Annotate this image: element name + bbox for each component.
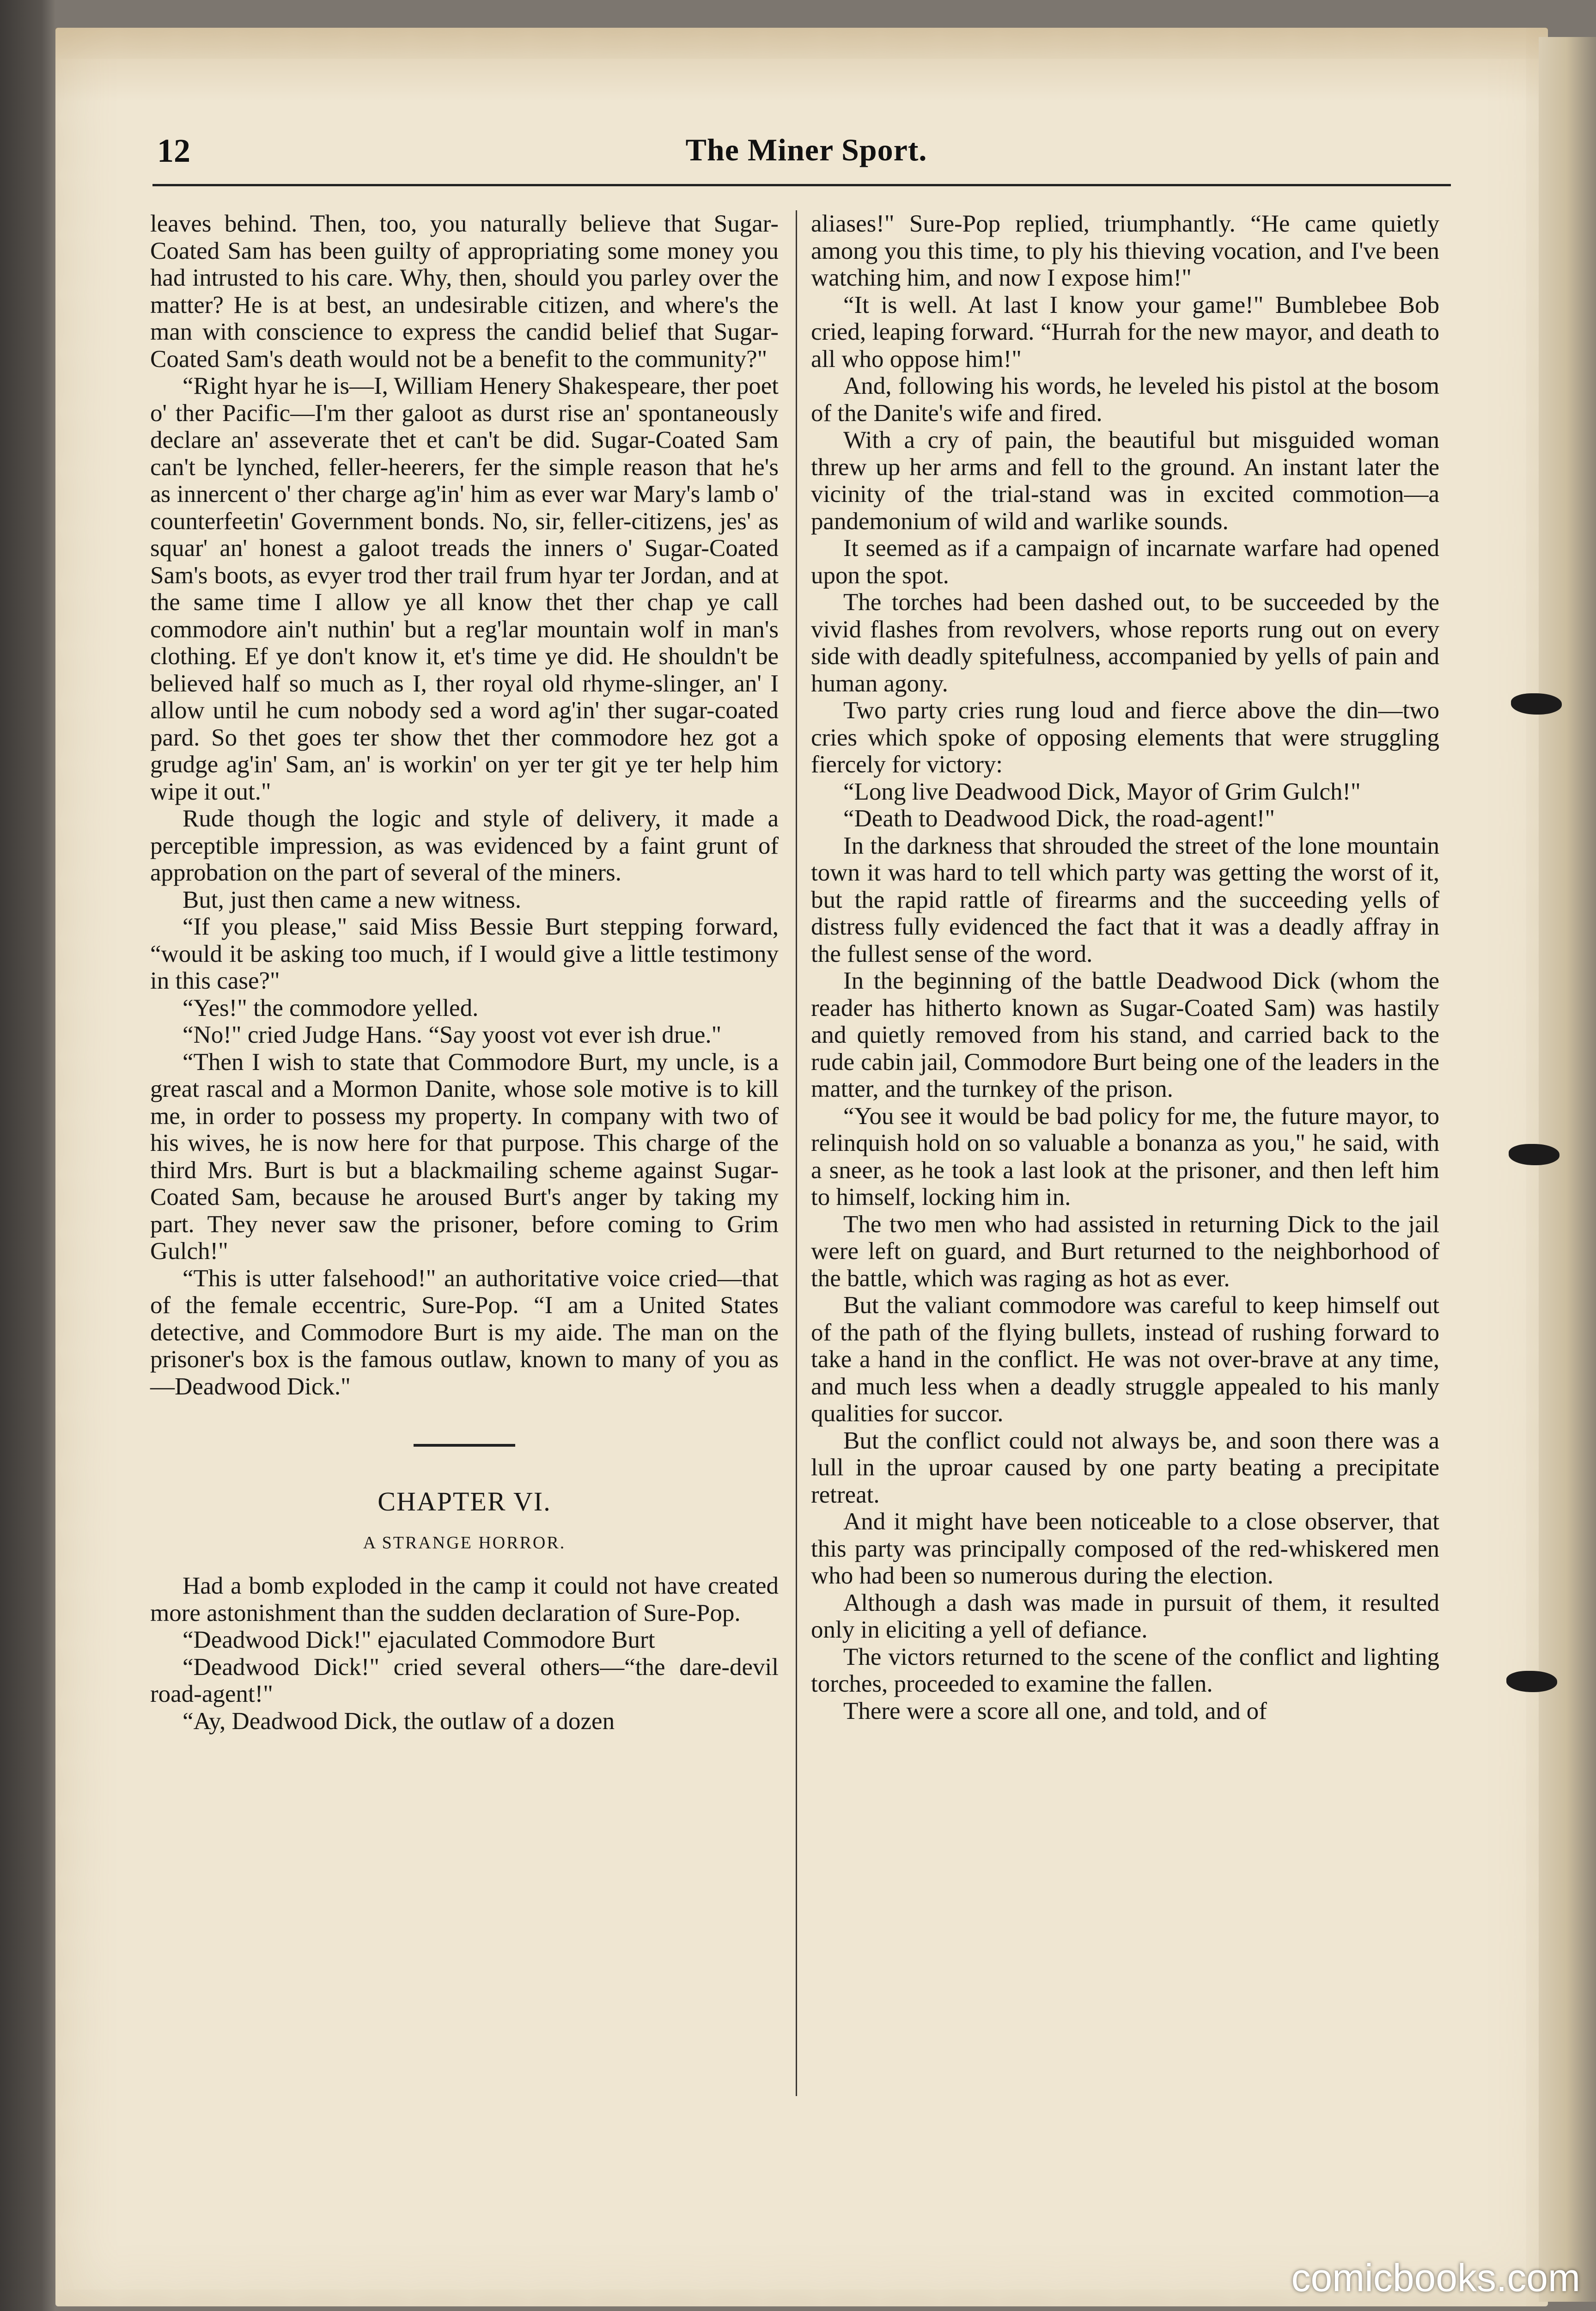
paper-stain [55,28,1548,102]
paragraph: Two party cries rung loud and fierce above the din—two cries which spoke of opposing elements that were struggling fiercely for victory: [811,697,1439,778]
paragraph: “If you please," said Miss Bessie Burt stepping forward, “would it be asking too much, if I would give a little testimony in this case?" [150,913,779,994]
paragraph: But the conflict could not always be, and soon there was a lull in the uproar caused by one party beating a precipitate retreat. [811,1427,1439,1508]
paragraph: The two men who had assisted in returning Dick to the jail were left on guard, and Burt returned to the neighborhood of the battle, which was raging as hot as ever. [811,1211,1439,1292]
paragraph: “Long live Deadwood Dick, Mayor of Grim Gulch!" [843,778,1361,805]
chapter-rule [414,1444,515,1447]
paragraph: “Deadwood Dick!" ejaculated Commodore Burt [183,1626,655,1653]
paragraph: It seemed as if a campaign of incarnate warfare had opened upon the spot. [811,535,1439,589]
paragraph: “Death to Deadwood Dick, the road-agent!" [843,805,1275,832]
binding-hole [1506,1671,1557,1692]
paragraph: “This is utter falsehood!" an authoritative voice cried—that of the female eccentric, Sure-Pop. “I am a United States detective, and Commodore Burt is my aide. The man on the prisoner's box is the famous outlaw, known to many of you as—Deadwood Dick." [150,1265,779,1400]
running-title: The Miner Sport. [685,132,927,167]
paragraph: “Right hyar he is—I, William Henery Shakespeare, ther poet o' ther Pacific—I'm ther galoot as durst rise an' spontaneously declare an' asseverate thet et can't be did. Sugar-Coated Sam can't be lynched, feller-heerers, fer the simple reason that he's as innercent o' ther charge ag'in' him as ever war Mary's lamb o' counterfeetin' Government bonds. No, sir, feller-citizens, jes' as squar' an' honest a galoot treads the inners o' Sugar-Coated Sam's boots, as evyer trod ther trail frum hyar ter Jordan, and at the same time I allow ye all know thet ther chap ye call commodore ain't nuthin' but a reg'lar mountain wolf in man's clothing. Ef ye don't know it, et's time ye did. He shouldn't be believed half so much as I, ther royal old rhyme-slinger, an' I allow until he cum nobody sed a word ag'in' ther sugar-coated pard. So thet goes ter show thet ther commodore hez got a grudge ag'in' Sam, an' is workin' on yer ter git ye ter help him wipe it out." [150,373,779,805]
binding-edge [1539,37,1596,2302]
chapter-subtitle: A STRANGE HORROR. [363,1533,566,1553]
paragraph: aliases!" Sure-Pop replied, triumphantly. “He came quietly among you this time, to ply his thieving vocation, and I've been watching him, and now I expose him!" [811,210,1439,291]
paragraph: But, just then came a new witness. [183,886,522,913]
paragraph: The torches had been dashed out, to be succeeded by the vivid flashes from revolvers, whose reports rung out on every side with deadly spitefulness, accompanied by yells of pain and human agony. [811,589,1439,697]
left-column [150,210,779,1735]
paragraph: “Yes!" the commodore yelled. [183,994,479,1021]
paragraph: “Ay, Deadwood Dick, the outlaw of a dozen [183,1707,615,1735]
paragraph: Had a bomb exploded in the camp it could not have created more astonishment than the sudden declaration of Sure-Pop. [150,1572,779,1626]
paragraph: But the valiant commodore was careful to keep himself out of the path of the flying bullets, instead of rushing forward to take a hand in the conflict. He was not over-brave at any time, and much less when a deadly struggle appealed to his manly qualities for succor. [811,1292,1439,1427]
page-header [157,132,1456,173]
right-column [811,210,1439,1724]
paragraph: And, following his words, he leveled his pistol at the bosom of the Danite's wife and fired. [811,373,1439,427]
paragraph: “It is well. At last I know your game!" Bumblebee Bob cried, leaping forward. “Hurrah for the new mayor, and death to all who oppose him!" [811,291,1439,373]
paragraph: In the beginning of the battle Deadwood Dick (whom the reader has hitherto known as Sugar-Coated Sam) was hastily and quietly removed from his stand, and carried back to the rude cabin jail, Commodore Burt being one of the leaders in the matter, and the turnkey of the prison. [811,967,1439,1102]
header-rule [152,184,1451,186]
paragraph: Rude though the logic and style of delivery, it made a perceptible impression, as was evidenced by a faint grunt of approbation on the part of several of the miners. [150,805,779,886]
paragraph: “Deadwood Dick!" cried several others—“the dare-devil road-agent!" [150,1653,779,1707]
paragraph: With a cry of pain, the beautiful but misguided woman threw up her arms and fell to the ground. An instant later the vicinity of the trial-stand was in excited commotion—a pandemonium of wild and warlike sounds. [811,427,1439,535]
paragraph: And it might have been noticeable to a close observer, that this party was principally composed of the red-whiskered men who had been so numerous during the election. [811,1508,1439,1589]
binding-hole [1509,1144,1559,1165]
paragraph: “Then I wish to state that Commodore Burt, my uncle, is a great rascal and a Mormon Danite, whose sole motive is to kill me, in order to possess my property. In company with two of his wives, he is now here for that purpose. This charge of the third Mrs. Burt is but a blackmailing scheme against Sugar-Coated Sam, because he aroused Burt's anger by taking my part. They never saw the prisoner, before coming to Grim Gulch!" [150,1048,779,1265]
watermark: comicbooks.com [1291,2256,1580,2299]
binding-hole [1511,693,1562,715]
page-number: 12 [157,132,190,169]
paragraph: leaves behind. Then, too, you naturally believe that Sugar-Coated Sam has been guilty of appropriating some money you had intrusted to his care. Why, then, should you parley over the matter? He is at best, an undesirable citizen, and where's the man with conscience to express the candid belief that Sugar-Coated Sam's death would not be a benefit to the community?" [150,210,779,373]
paragraph: In the darkness that shrouded the street of the lone mountain town it was hard to tell which party was getting the worst of it, but the rapid rattle of firearms and the succeeding yells of distress fully evidenced the fact that it was a deadly affray in the fullest sense of the word. [811,832,1439,967]
paragraph: There were a score all one, and told, and of [843,1697,1267,1724]
chapter-title: CHAPTER VI. [378,1486,551,1516]
paragraph: “You see it would be bad policy for me, the future mayor, to relinquish hold on so valuable a bonanza as you," he said, with a sneer, as he took a last look at the prisoner, and then left him to himself, locking him in. [811,1102,1439,1211]
paragraph: “No!" cried Judge Hans. “Say yoost vot ever ish drue." [183,1021,722,1048]
paragraph: Although a dash was made in pursuit of them, it resulted only in eliciting a yell of defiance. [811,1589,1439,1643]
column-divider [796,210,797,2096]
paragraph: The victors returned to the scene of the conflict and lighting torches, proceeded to examine the fallen. [811,1643,1439,1697]
